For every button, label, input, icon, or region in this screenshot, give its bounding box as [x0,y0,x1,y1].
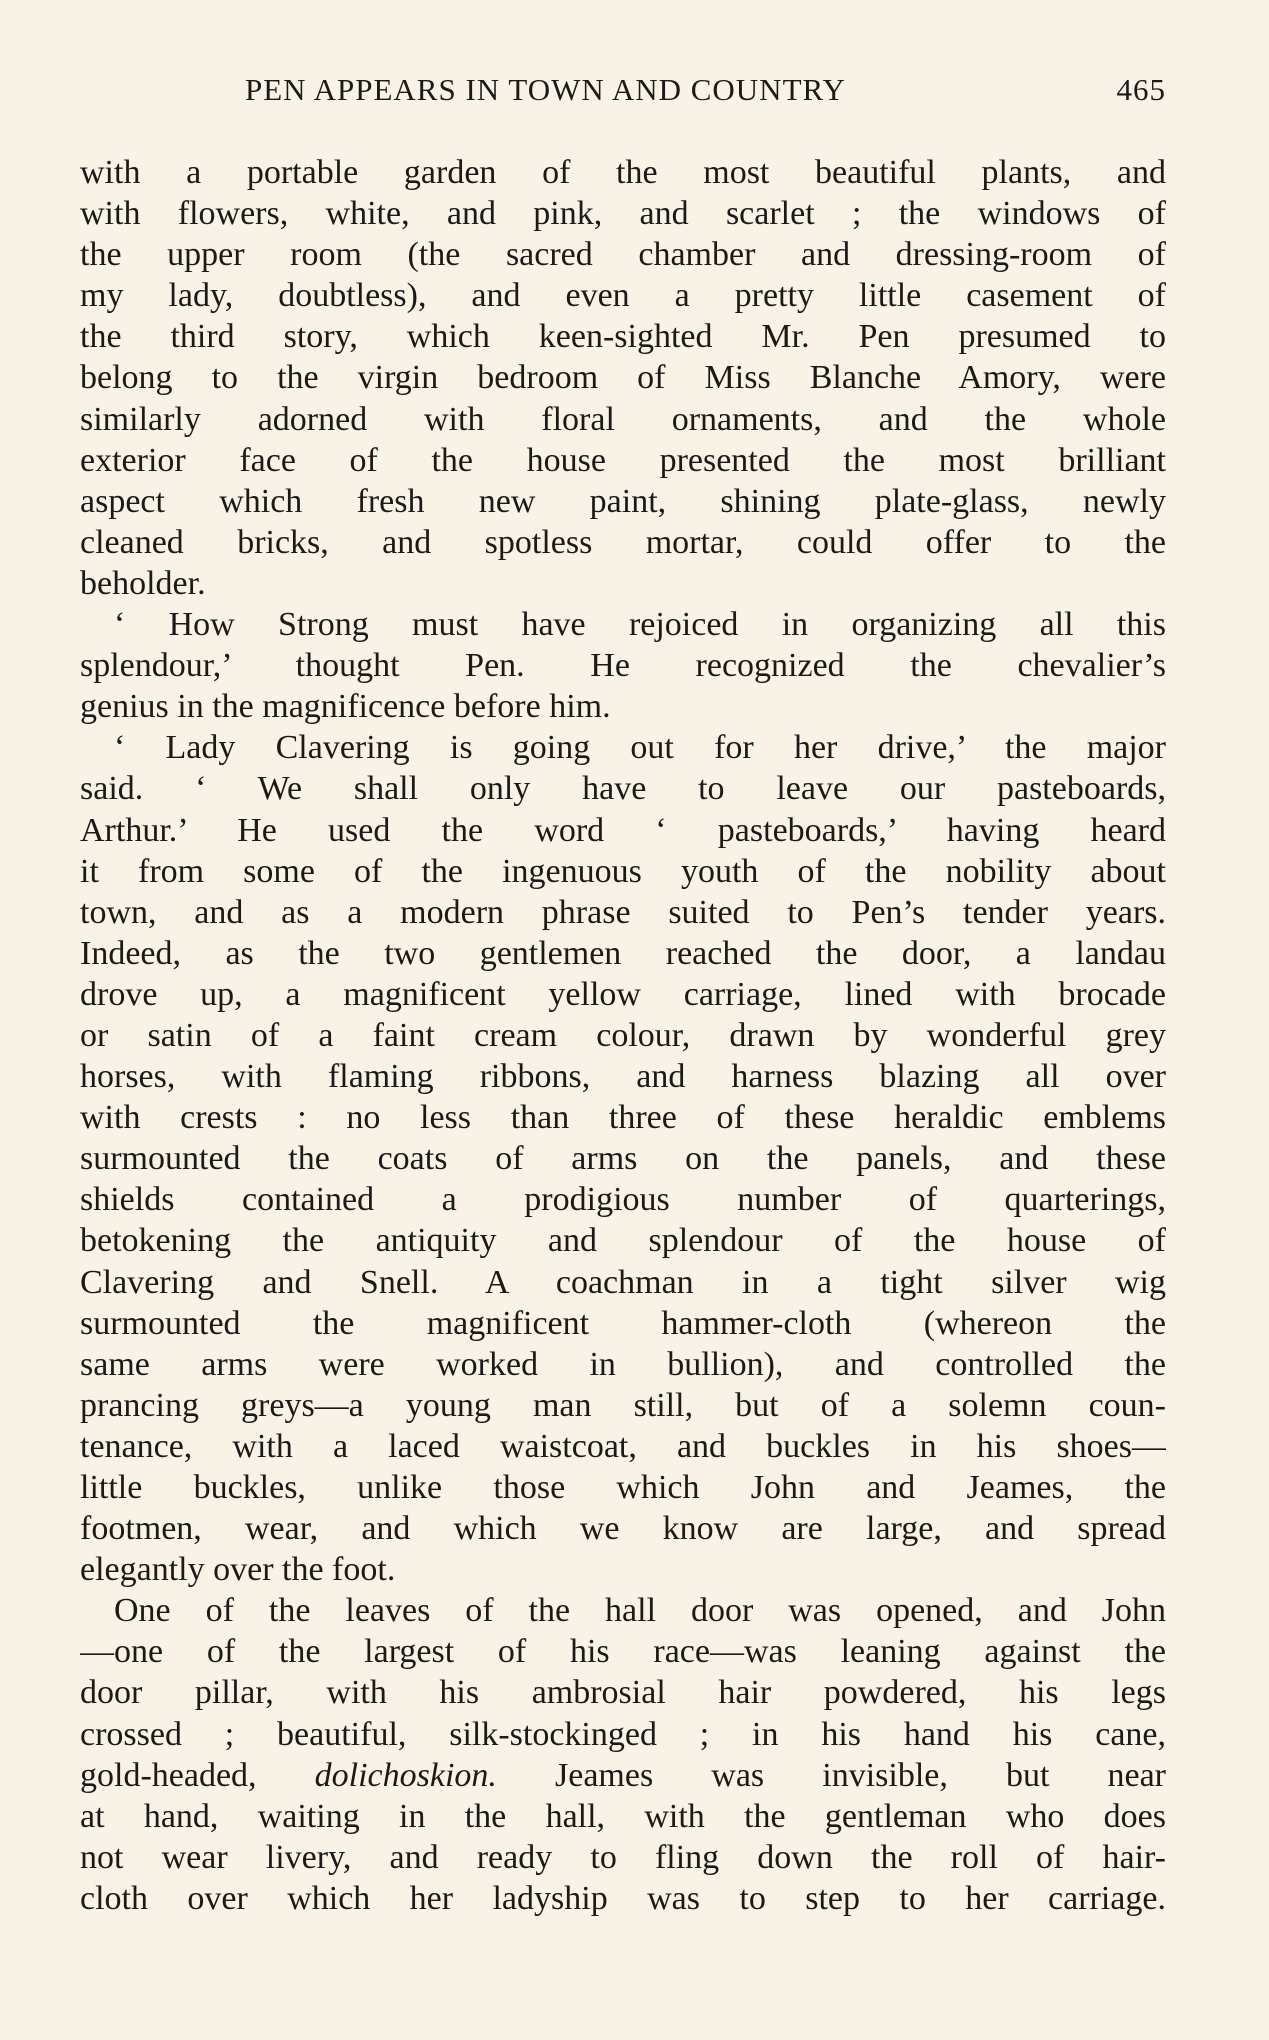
text-line-content: with a portable garden of the most beautiful plants, and [80,154,1166,191]
text-line [80,1262,1166,1303]
page-number: 465 [1116,72,1166,107]
text-line-content: it from some of the ingenuous youth of the nobility about [80,852,1166,890]
text-line-content: drove up, a magnificent yellow carriage, lined with brocade [80,975,1166,1013]
text-line [80,1590,1166,1631]
text-line [80,1097,1166,1138]
text-line [80,933,1166,974]
text-line-content: surmounted the coats of arms on the panels, and these [80,1140,1166,1178]
text-line-content: my lady, doubtless), and even a pretty little casement of [80,277,1166,315]
text-line-content: betokening the antiquity and splendour of the house of [80,1222,1166,1260]
text-line [80,851,1166,892]
text-line [80,645,1166,686]
text-line [80,522,1166,563]
text-line [80,727,1166,768]
text-line [80,1878,1166,1919]
text-line [80,974,1166,1015]
text-line-content: Clavering and Snell. A coachman in a tight silver wig [80,1263,1166,1301]
text-line-content: aspect which fresh new paint, shining plate-glass, newly [80,482,1166,520]
text-line-content: town, and as a modern phrase suited to Pen’s tender years. [80,893,1166,931]
text-line [80,1220,1166,1261]
text-line [80,440,1166,481]
text-line-content: not wear livery, and ready to fling down the roll of hair- [80,1838,1166,1876]
page-header [80,72,1166,122]
text-line [80,1056,1166,1097]
text-line [80,1755,1166,1796]
text-line [80,357,1166,398]
text-line [80,1631,1166,1672]
text-line-content: prancing greys—a young man still, but of a solemn coun- [80,1386,1166,1424]
text-line [80,1508,1166,1549]
text-line [80,1385,1166,1426]
text-line-content: cleaned bricks, and spotless mortar, could offer to the [80,523,1166,561]
text-line-content: beholder. [80,564,206,602]
text-line-content: elegantly over the foot. [80,1551,396,1589]
running-head: PEN APPEARS IN TOWN AND COUNTRY [245,72,846,107]
text-line-content: with flowers, white, and pink, and scarlet ; the windows of [80,195,1166,233]
text-line [80,1549,1166,1590]
text-line [80,234,1166,275]
text-line-content: same arms were worked in bullion), and controlled the [80,1345,1166,1383]
text-line-content: belong to the virgin bedroom of Miss Blanche Amory, were [80,359,1166,397]
text-line [80,275,1166,316]
text-line [80,1344,1166,1385]
text-line-content: similarly adorned with floral ornaments, and the whole [80,400,1166,438]
text-line [80,1837,1166,1878]
text-line-content: little buckles, unlike those which John and Jeames, the [80,1469,1166,1506]
text-line-content: Indeed, as the two gentlemen reached the door, a landau [80,934,1166,972]
text-line-content: with crests : no less than three of these heraldic emblems [80,1099,1166,1137]
text-line-content: at hand, waiting in the hall, with the gentleman who does [80,1797,1166,1835]
italic-word: dolichoskion. [314,1756,497,1794]
text-line-content: door pillar, with his ambrosial hair powdered, his legs [80,1674,1166,1712]
text-line-content: —one of the largest of his race—was leaning against the [80,1633,1166,1671]
text-line-content: or satin of a faint cream colour, drawn by wonderful grey [80,1016,1166,1054]
text-line-content: Jeames was invisible, but near [496,1756,1166,1794]
text-line [80,481,1166,522]
text-line [80,604,1166,645]
text-line-content: gold-headed, [80,1756,315,1794]
text-line-content: surmounted the magnificent hammer-cloth (whereon the [80,1304,1166,1342]
text-line-content: the upper room (the sacred chamber and dressing-room of [80,236,1166,274]
text-line-content: said. ‘ We shall only have to leave our pasteboards, [80,770,1166,808]
text-line [80,810,1166,851]
text-line-content: shields contained a prodigious number of quarterings, [80,1181,1166,1219]
text-line [80,1179,1166,1220]
text-line [80,563,1166,604]
text-line-content: exterior face of the house presented the most brilliant [80,441,1166,479]
text-line [80,1138,1166,1179]
text-line [80,892,1166,933]
text-line [80,1796,1166,1837]
text-line [80,1303,1166,1344]
text-line-content: splendour,’ thought Pen. He recognized the chevalier’s [80,647,1166,685]
text-line-content: footmen, wear, and which we know are large, and spread [80,1510,1166,1548]
text-line-content: horses, with flaming ribbons, and harness blazing all over [80,1058,1166,1096]
text-line-content: crossed ; beautiful, silk-stockinged ; in his hand his cane, [80,1715,1166,1753]
text-line [80,686,1166,727]
text-line-content: the third story, which keen-sighted Mr. Pen presumed to [80,318,1166,356]
text-line [80,1015,1166,1056]
text-line-content: tenance, with a laced waistcoat, and buckles in his shoes— [80,1427,1166,1465]
body-text [80,152,1166,1919]
text-line-content: ‘ Lady Clavering is going out for her drive,’ the major [114,729,1166,767]
text-line [80,152,1166,193]
text-line [80,399,1166,440]
text-line-content: genius in the magnificence before him. [80,688,611,726]
text-line [80,193,1166,234]
text-line [80,1467,1166,1508]
text-line-content: Arthur.’ He used the word ‘ pasteboards,’ having heard [80,811,1166,849]
text-line [80,1714,1166,1755]
text-line-content: ‘ How Strong must have rejoiced in organizing all this [114,606,1166,644]
text-line-content: cloth over which her ladyship was to step to her carriage. [80,1879,1166,1917]
text-line-content: One of the leaves of the hall door was opened, and John [114,1592,1166,1630]
text-line [80,1426,1166,1467]
text-line [80,768,1166,809]
text-line [80,316,1166,357]
text-line [80,1672,1166,1713]
